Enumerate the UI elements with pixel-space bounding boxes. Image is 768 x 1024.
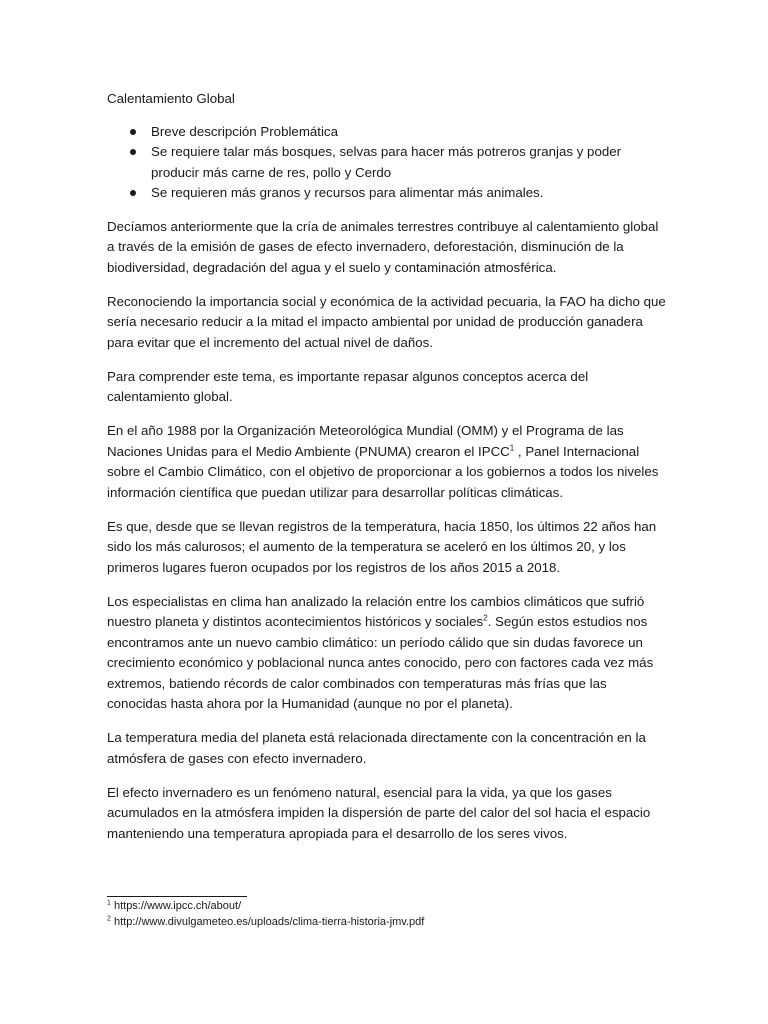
paragraph-5: Es que, desde que se llevan registros de la temperatura, hacia 1850, los últimos 22 años han sido los más calurosos; el aumento de la temperatura se aceleró en los últimos 20, y los primeros lugares fueron ocupados por los registros de los años 2015 a 2018. — [107, 518, 657, 575]
footnote-link[interactable]: https://www.ipcc.ch/about/ — [110, 900, 242, 912]
bullet-list — [107, 122, 667, 204]
footnote-ref-1: 1 — [509, 443, 515, 453]
footnote-link[interactable]: http://www.divulgameteo.es/uploads/clima-tierra-historia-jmv.pdf — [110, 915, 425, 928]
footnote-number: 2 — [107, 914, 111, 922]
bullet-item — [107, 142, 667, 183]
document-body — [107, 89, 667, 858]
paragraph-6-text-cont: . Según estos estudios nos encontramos ante un nuevo cambio climático: un período cálido que sin dudas favorece un crecimiento económico y poblacional nunca antes conocido, pero con factores cada vez más extremos, batiendo récords de calor combinados con temperaturas más frías que las conocidas hasta ahora por la Humanidad (aunque no por el planeta). — [107, 614, 654, 711]
bullet-text: Breve descripción Problemática — [151, 123, 338, 139]
footnote-1 — [107, 899, 667, 915]
footnote-number: 1 — [107, 899, 111, 907]
bullet-item — [107, 183, 667, 204]
paragraph-4 — [107, 421, 667, 503]
paragraph-6-text: Los especialistas en clima han analizado la relación entre los cambios climáticos que sufrió nuestro planeta y distintos acontecimientos históricos y sociales — [107, 593, 645, 629]
footnote-2 — [107, 915, 667, 931]
paragraph-3: Para comprender este tema, es importante repasar algunos conceptos acerca del calentamiento global. — [107, 368, 589, 404]
paragraph-8: El efecto invernadero es un fenómeno natural, esencial para la vida, ya que los gases acumulados en la atmósfera impiden la dispersión de parte del calor del sol hacia el espacio manteniendo una temperatura apropiada para el desarrollo de los seres vivos. — [107, 784, 651, 841]
paragraph-4-text-cont: , Panel Internacional sobre el Cambio Climático, con el objetivo de proporcionar a los gobiernos a todos los niveles información científica que puedan utilizar para desarrollar políticas climáticas. — [107, 443, 659, 500]
footnote-ref-2: 2 — [483, 613, 488, 623]
bullet-icon — [130, 129, 136, 135]
bullet-text: Se requiere talar más bosques, selvas para hacer más potreros granjas y poder producir más carne de res, pollo y Cerdo — [151, 144, 622, 180]
paragraph-7: La temperatura media del planeta está relacionada directamente con la concentración en la atmósfera de gases con efecto invernadero. — [107, 730, 646, 766]
bullet-icon — [130, 149, 136, 155]
bullet-item — [107, 122, 667, 143]
bullet-icon — [130, 190, 136, 196]
paragraph-6 — [107, 592, 667, 715]
document-title: Calentamiento Global — [107, 91, 235, 106]
paragraph-1: Decíamos anteriormente que la cría de animales terrestres contribuye al calentamiento global a través de la emisión de gases de efecto invernadero, deforestación, disminución de la biodiversidad, degradación del agua y el suelo y contaminación atmosférica. — [107, 218, 659, 275]
paragraph-2: Reconociendo la importancia social y económica de la actividad pecuaria, la FAO ha dicho que sería necesario reducir a la mitad el impacto ambiental por unidad de producción ganadera para evitar que el incremento del actual nivel de daños. — [107, 293, 666, 350]
footnote-separator — [107, 896, 247, 897]
paragraph-4-text: En el año 1988 por la Organización Meteorológica Mundial (OMM) y el Programa de las Naciones Unidas para el Medio Ambiente (PNUMA) crearon el IPCC — [107, 423, 624, 459]
bullet-text: Se requieren más granos y recursos para alimentar más animales. — [151, 185, 544, 200]
footnotes — [107, 899, 667, 930]
